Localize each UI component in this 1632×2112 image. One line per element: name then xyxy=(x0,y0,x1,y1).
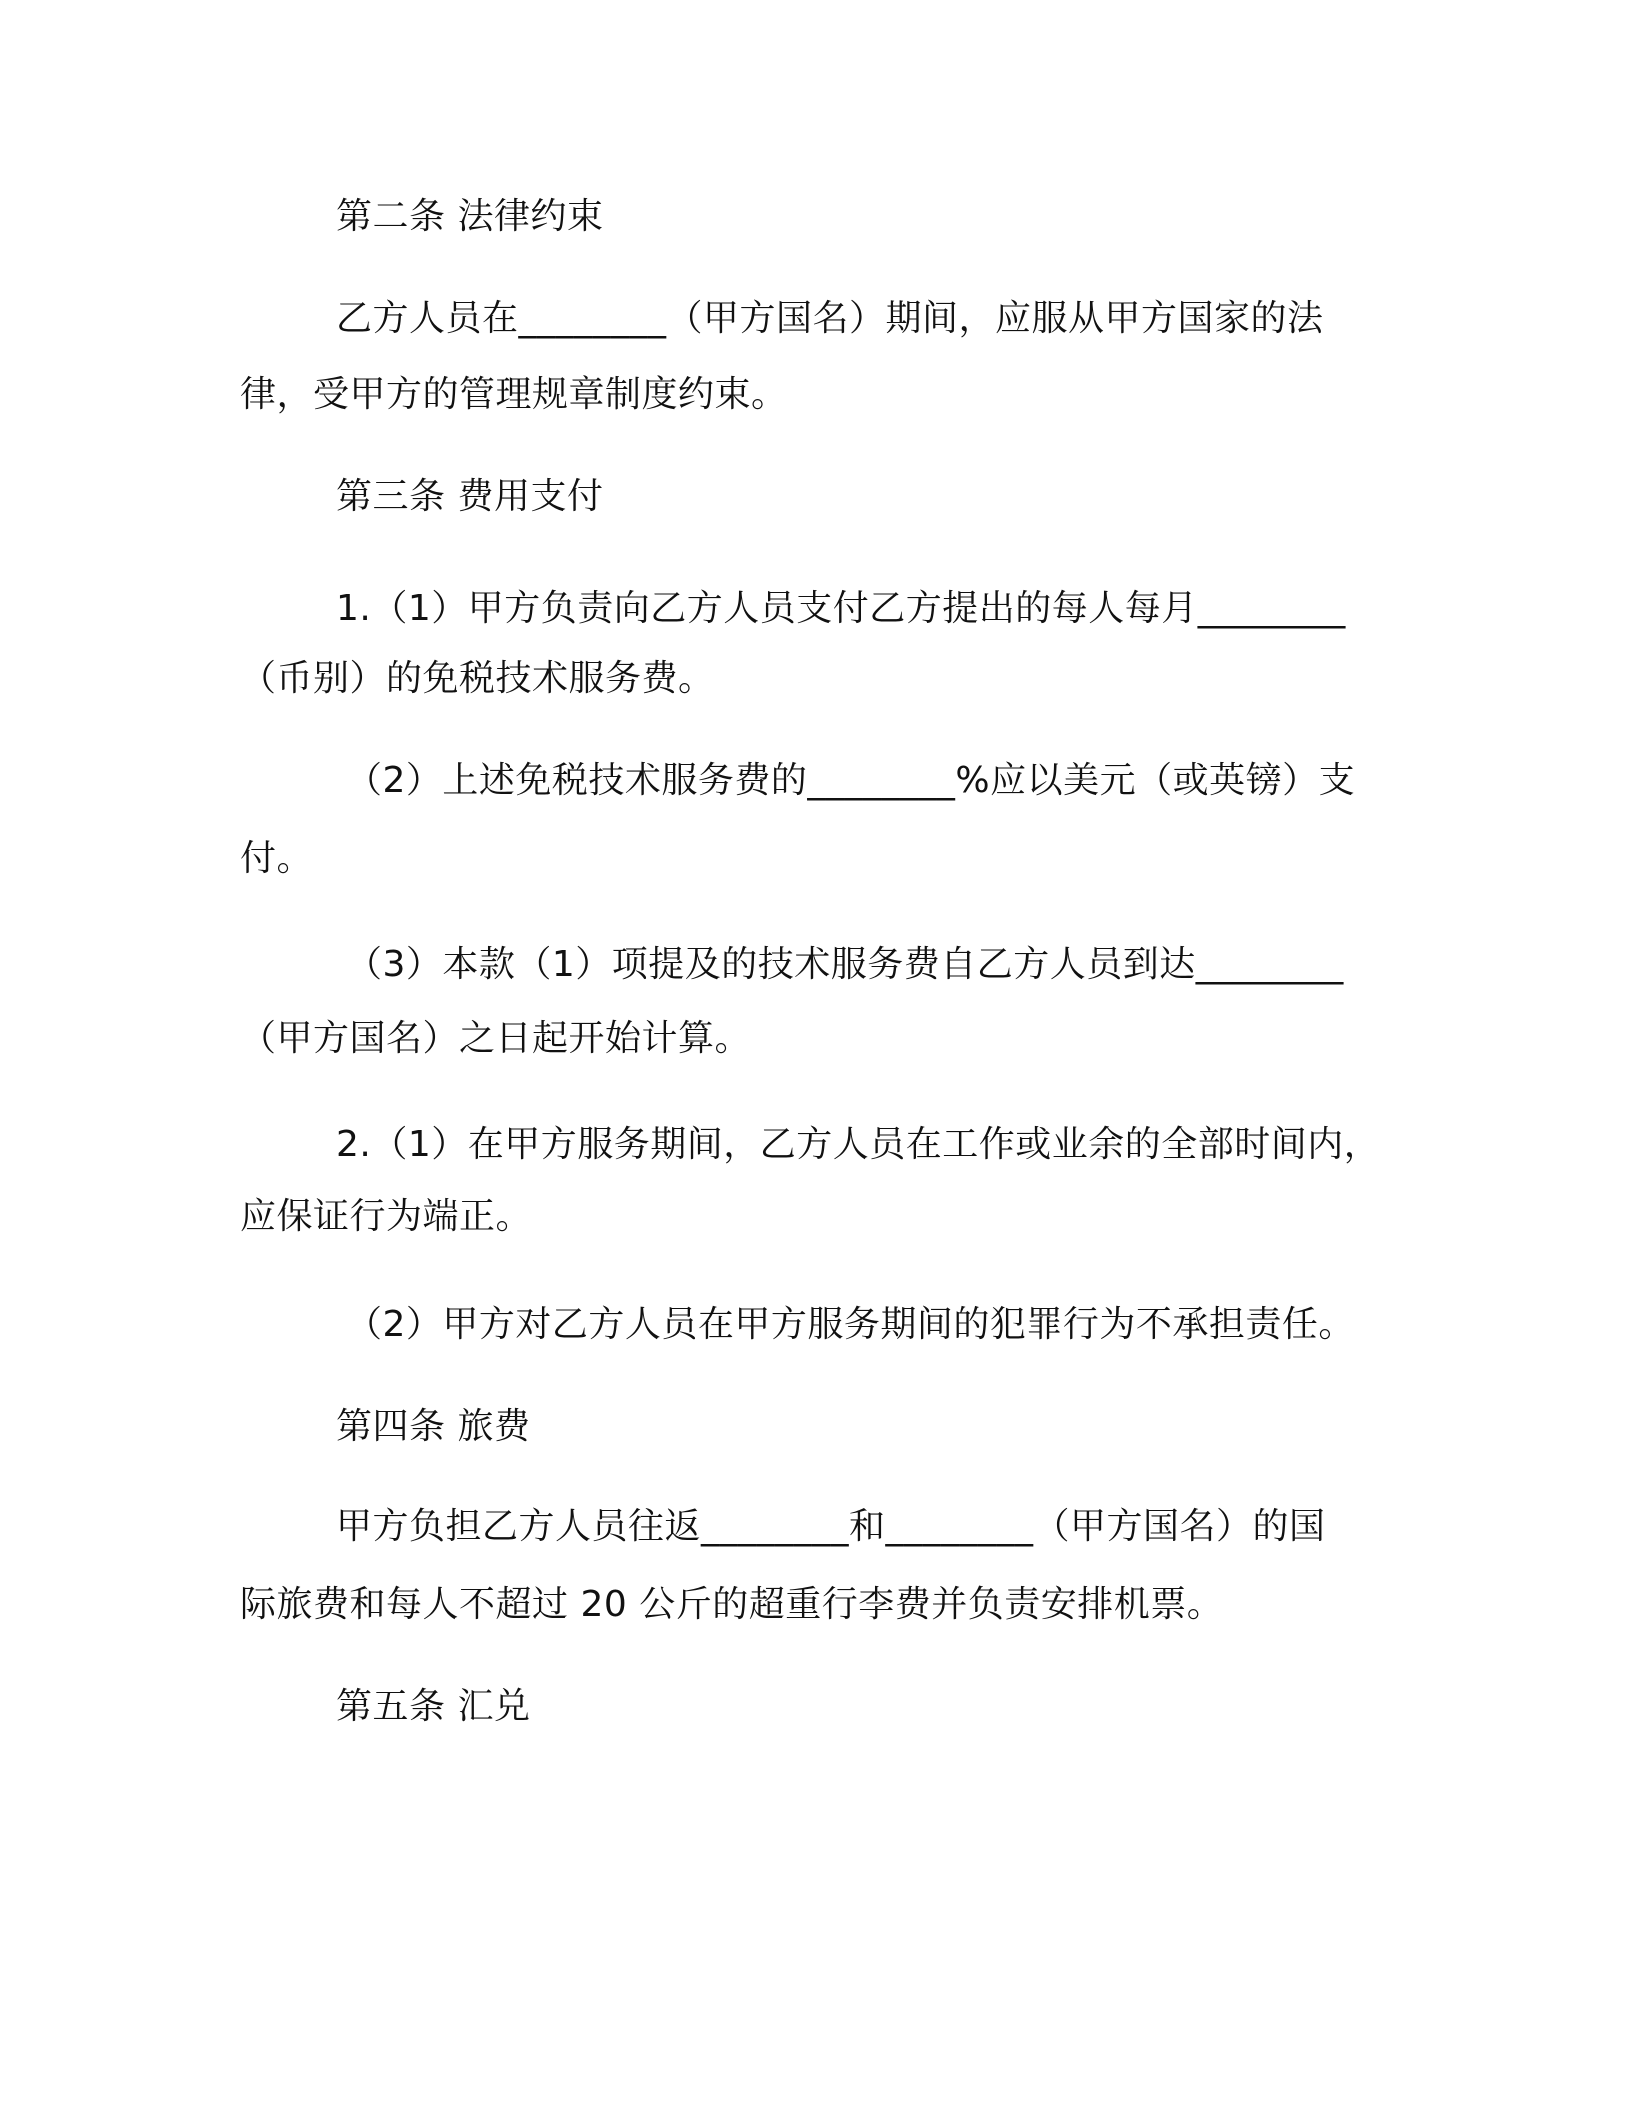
article-3-item-1-3-line-1: （3）本款（1）项提及的技术服务费自乙方人员到达________ xyxy=(346,944,1344,985)
article-4-paragraph-line-1: 甲方负担乙方人员往返________和________（甲方国名）的国 xyxy=(336,1506,1326,1547)
article-3-item-1-1-line-1: 1.（1）甲方负责向乙方人员支付乙方提出的每人每月________ xyxy=(336,588,1346,629)
article-2-paragraph-line-2: 律，受甲方的管理规章制度约束。 xyxy=(240,374,788,415)
article-3-item-2-2-line-1: （2）甲方对乙方人员在甲方服务期间的犯罪行为不承担责任。 xyxy=(346,1304,1355,1345)
article-4-heading: 第四条 旅费 xyxy=(336,1406,531,1447)
article-3-item-1-3-line-2: （甲方国名）之日起开始计算。 xyxy=(240,1018,752,1059)
article-2-heading: 第二条 法律约束 xyxy=(336,196,604,237)
article-2-paragraph-line-1: 乙方人员在________（甲方国名）期间，应服从甲方国家的法 xyxy=(336,298,1324,339)
article-3-item-1-2-line-2: 付。 xyxy=(240,838,314,879)
article-3-item-2-1-line-2: 应保证行为端正。 xyxy=(240,1196,533,1237)
article-3-heading: 第三条 费用支付 xyxy=(336,476,604,517)
article-5-heading: 第五条 汇兑 xyxy=(336,1686,531,1727)
article-3-item-2-1-line-1: 2.（1）在甲方服务期间，乙方人员在工作或业余的全部时间内， xyxy=(336,1124,1381,1165)
article-3-item-1-1-line-2: （币别）的免税技术服务费。 xyxy=(240,658,715,699)
article-3-item-1-2-line-1: （2）上述免税技术服务费的________%应以美元（或英镑）支 xyxy=(346,760,1356,801)
article-4-paragraph-line-2: 际旅费和每人不超过 20 公斤的超重行李费并负责安排机票。 xyxy=(240,1584,1224,1625)
